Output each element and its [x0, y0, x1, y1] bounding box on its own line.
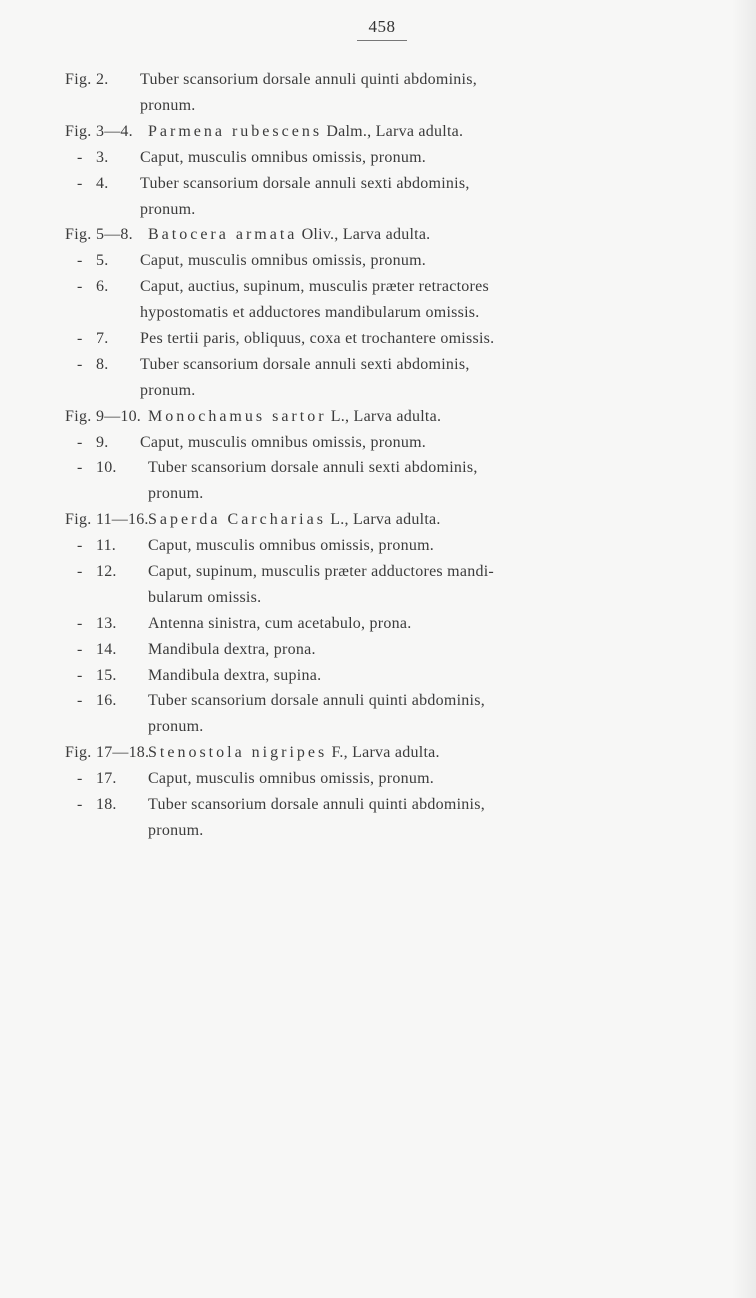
caption-entry: [0, 174, 756, 226]
caption-text: Tuber scansorium dorsale annuli quinti abdominis,: [148, 796, 485, 814]
fig-label: Fig.: [65, 71, 92, 88]
figure-number: 2.: [96, 71, 109, 88]
caption-entry: [0, 795, 756, 847]
entry-dash: -: [77, 796, 83, 814]
entry-dash: -: [77, 692, 83, 710]
caption-entry: [0, 433, 756, 459]
caption-entry: [0, 70, 756, 122]
species-author-stage: Oliv., Larva adulta.: [297, 226, 431, 244]
page-number-rule: [357, 40, 407, 41]
caption-entry: [0, 458, 756, 510]
species-author-stage: F., Larva adulta.: [327, 744, 440, 762]
figure-number: 6.: [96, 278, 109, 296]
caption-text: [148, 407, 441, 427]
figure-number: 11.: [96, 537, 117, 555]
caption-entry: [0, 355, 756, 407]
species-name: Stenostola nigripes: [148, 744, 328, 762]
caption-text: Tuber scansorium dorsale annuli sexti abdominis,: [140, 174, 470, 192]
caption-entry: [0, 666, 756, 692]
caption-text: Tuber scansorium dorsale annuli sexti abdominis,: [148, 459, 478, 477]
entry-dash: -: [77, 640, 83, 658]
caption-text: Caput, musculis omnibus omissis, pronum.: [140, 252, 427, 270]
entry-dash: -: [77, 770, 83, 788]
caption-entry: [0, 277, 756, 329]
figure-number: 18.: [96, 796, 117, 814]
fig-label: Fig.: [65, 511, 92, 529]
species-author-stage: Dalm., Larva adulta.: [322, 122, 464, 140]
entry-dash: -: [77, 433, 83, 451]
species-name: Parmena rubescens: [148, 122, 323, 140]
figure-number: 13.: [96, 614, 117, 632]
fig-label: Fig.: [65, 407, 92, 425]
figure-number: 11—16.: [96, 511, 149, 529]
figure-number: 4.: [96, 174, 109, 192]
figure-number: 12.: [96, 563, 117, 580]
caption-text: Caput, musculis omnibus omissis, pronum.: [148, 537, 435, 555]
species-name: Saperda Carcharias: [148, 511, 326, 529]
caption-continuation: hypostomatis et adductores mandibularum omissis.: [140, 304, 480, 322]
figure-number: 15.: [96, 666, 117, 684]
caption-continuation: pronum.: [140, 97, 196, 114]
caption-text: Caput, auctius, supinum, musculis præter retractores: [140, 278, 489, 296]
figure-number: 17.: [96, 770, 117, 788]
caption-text: Caput, musculis omnibus omissis, pronum.: [140, 148, 427, 166]
caption-entry: [0, 536, 756, 562]
caption-entry: [0, 225, 756, 251]
entry-dash: -: [77, 174, 83, 192]
figure-number: 14.: [96, 640, 117, 658]
entry-dash: -: [77, 355, 83, 373]
caption-text: Caput, musculis omnibus omissis, pronum.: [140, 433, 427, 451]
species-name: Monochamus sartor: [148, 407, 327, 425]
caption-entry: [0, 614, 756, 640]
figure-number: 9.: [96, 433, 109, 451]
caption-text: [148, 122, 463, 142]
caption-text: [148, 743, 440, 763]
figure-number: 7.: [96, 329, 109, 347]
entry-dash: -: [77, 278, 83, 296]
caption-entry: [0, 251, 756, 277]
entry-dash: -: [77, 537, 83, 555]
caption-text: Mandibula dextra, supina.: [148, 666, 322, 684]
entry-dash: -: [77, 563, 83, 580]
entry-dash: -: [77, 148, 83, 166]
caption-entry: [0, 640, 756, 666]
caption-text: Caput, supinum, musculis præter adductores mandi-: [148, 563, 494, 580]
species-author-stage: L., Larva adulta.: [326, 407, 442, 425]
caption-continuation: pronum.: [148, 822, 204, 840]
figure-number: 16.: [96, 692, 117, 710]
figure-number: 8.: [96, 355, 109, 373]
figure-number: 3—4.: [96, 122, 133, 140]
caption-entry: [0, 562, 756, 614]
figure-caption-list: [0, 70, 756, 847]
caption-entry: [0, 148, 756, 174]
caption-continuation: bularum omissis.: [148, 589, 262, 606]
caption-text: [148, 510, 441, 530]
entry-dash: -: [77, 666, 83, 684]
caption-entry: [0, 769, 756, 795]
caption-entry: [0, 743, 756, 769]
caption-continuation: pronum.: [148, 718, 204, 736]
caption-text: Tuber scansorium dorsale annuli quinti abdominis,: [140, 71, 477, 88]
figure-number: 5.: [96, 252, 109, 270]
caption-continuation: pronum.: [140, 381, 196, 399]
caption-text: Tuber scansorium dorsale annuli quinti abdominis,: [148, 692, 485, 710]
species-author-stage: L., Larva adulta.: [325, 511, 441, 529]
caption-entry: [0, 691, 756, 743]
figure-number: 5—8.: [96, 226, 133, 244]
caption-entry: [0, 510, 756, 536]
caption-text: [148, 225, 430, 245]
caption-continuation: pronum.: [148, 485, 204, 503]
fig-label: Fig.: [65, 122, 92, 140]
caption-entry: [0, 329, 756, 355]
caption-text: Mandibula dextra, prona.: [148, 640, 316, 658]
entry-dash: -: [77, 614, 83, 632]
page-number: 458: [368, 17, 396, 36]
species-name: Batocera armata: [148, 226, 298, 244]
entry-dash: -: [77, 459, 83, 477]
figure-number: 10.: [96, 459, 117, 477]
caption-text: Pes tertii paris, obliquus, coxa et trochantere omissis.: [140, 329, 495, 347]
caption-entry: [0, 407, 756, 433]
fig-label: Fig.: [65, 744, 92, 762]
figure-number: 17—18.: [96, 744, 150, 762]
caption-text: Antenna sinistra, cum acetabulo, prona.: [148, 614, 412, 632]
figure-number: 3.: [96, 148, 109, 166]
caption-continuation: pronum.: [140, 200, 196, 218]
figure-number: 9—10.: [96, 407, 141, 425]
fig-label: Fig.: [65, 226, 92, 244]
caption-text: Tuber scansorium dorsale annuli sexti abdominis,: [140, 355, 470, 373]
caption-text: Caput, musculis omnibus omissis, pronum.: [148, 770, 435, 788]
entry-dash: -: [77, 252, 83, 270]
entry-dash: -: [77, 329, 83, 347]
caption-entry: [0, 122, 756, 148]
